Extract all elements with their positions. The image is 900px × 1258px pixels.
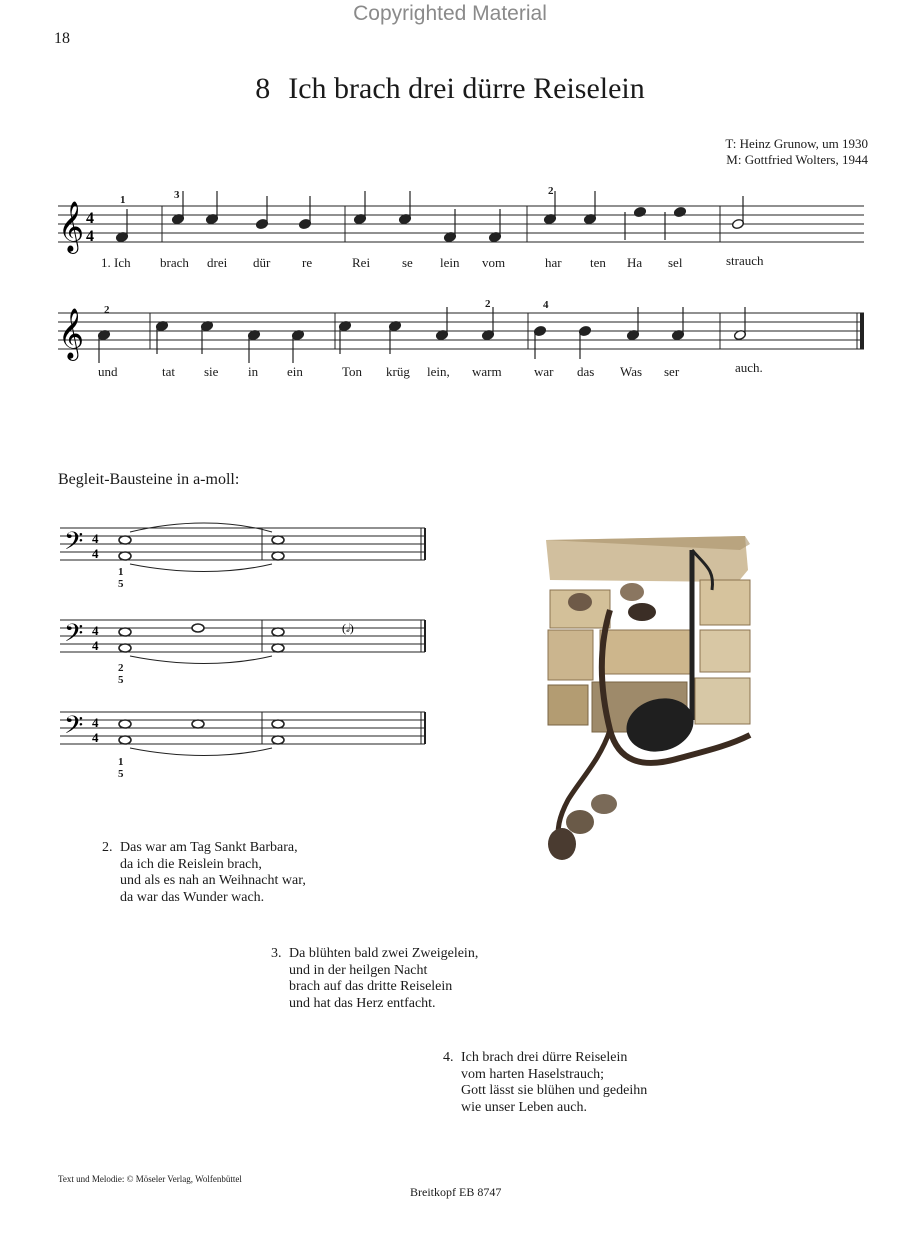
bass-note (192, 624, 204, 632)
bass-note (119, 536, 131, 544)
fingering: 5 (118, 674, 124, 686)
illustration-note-branch (540, 530, 765, 870)
verse-line: Ich brach drei dürre Reiselein (461, 1050, 628, 1065)
lyric: ser (664, 364, 680, 379)
time-sig-bottom: 4 (86, 228, 94, 245)
copyright-watermark: Copyrighted Material (353, 2, 547, 25)
text-credit: T: Heinz Grunow, um 1930 (725, 136, 868, 151)
fingering: 2 (548, 185, 554, 197)
time-sig-bottom: 4 (92, 638, 99, 653)
page-number: 18 (54, 30, 70, 47)
brick (700, 580, 750, 625)
tie (130, 656, 272, 664)
lyric: vom (482, 255, 506, 270)
verse-number: 4. (443, 1050, 454, 1065)
bass-note (119, 644, 131, 652)
lyric: sel (668, 255, 683, 270)
time-sig-top: 4 (92, 715, 99, 730)
lyric: re (302, 255, 313, 270)
lyric: sie (204, 364, 219, 379)
fingering: 3 (174, 189, 180, 201)
bass-clef: 𝄢 (64, 527, 84, 562)
lyric: ein (287, 364, 303, 379)
verse-line: Das war am Tag Sankt Barbara, (120, 840, 298, 855)
bass-note (119, 720, 131, 728)
accompaniment-heading: Begleit-Bausteine in a-moll: (58, 471, 240, 488)
verse-4 (443, 1050, 648, 1116)
bass-note (272, 552, 284, 560)
lyric: lein, (427, 364, 450, 379)
time-sig-bottom: 4 (92, 546, 99, 561)
brick (548, 685, 588, 725)
fingering: 5 (118, 578, 124, 590)
verse-line: Gott lässt sie blühen und gedeihn (461, 1083, 648, 1098)
bass-clef: 𝄢 (64, 619, 84, 654)
fingering: 4 (543, 299, 549, 311)
verse-line: da ich die Reislein brach, (120, 856, 262, 872)
lyric: 1. Ich (101, 255, 131, 270)
bass-note (272, 644, 284, 652)
fingering: 2 (485, 298, 491, 310)
lyric: dür (253, 255, 271, 270)
bass-clef: 𝄢 (64, 711, 84, 746)
hazelnut (620, 583, 644, 601)
accompaniment-notes (64, 523, 354, 756)
lyric: tat (162, 364, 175, 379)
lyric: und (98, 364, 118, 379)
verse-line: und hat das Herz entfacht. (289, 995, 436, 1011)
brick (548, 630, 593, 680)
lyric: das (577, 364, 595, 379)
optional-note: (𝅗𝅥) (342, 621, 354, 635)
lyric: drei (207, 255, 228, 270)
bass-note (272, 720, 284, 728)
fingering: 1 (120, 194, 126, 206)
fingering: 5 (118, 768, 124, 780)
tie (130, 564, 272, 572)
song-title-text: Ich brach drei dürre Reiselein (288, 72, 645, 105)
lyric: strauch (726, 253, 764, 268)
time-sig-top: 4 (86, 210, 94, 227)
verse-line: und als es nah an Weihnacht war, (120, 873, 306, 888)
lyric: Rei (352, 255, 371, 270)
publisher-code: Breitkopf EB 8747 (410, 1185, 502, 1199)
verse-3 (271, 946, 479, 1012)
lyric: ten (590, 255, 606, 270)
lyric: har (545, 255, 562, 270)
lyric: Ton (342, 364, 363, 379)
bass-note (119, 628, 131, 636)
fingering: 1 (118, 566, 124, 578)
verse-line: und in der heilgen Nacht (289, 962, 428, 978)
treble-clef: 𝄞 (58, 201, 85, 252)
lyric: auch. (735, 360, 763, 375)
lyric: war (534, 364, 554, 379)
bass-note (272, 536, 284, 544)
bass-note (119, 736, 131, 744)
bass-note (272, 628, 284, 636)
bass-note (192, 720, 204, 728)
lyric: Ha (627, 255, 643, 270)
fingering: 1 (118, 756, 124, 768)
verse-number: 2. (102, 840, 113, 855)
fingering: 2 (118, 662, 124, 674)
copyright-note: Text und Melodie: © Möseler Verlag, Wolfenbüttel (58, 1174, 242, 1184)
tie (130, 748, 272, 756)
song-number: 8 (255, 72, 271, 105)
lyric: brach (160, 255, 189, 270)
brick (700, 630, 750, 672)
time-sig-top: 4 (92, 531, 99, 546)
time-sig-top: 4 (92, 623, 99, 638)
brick (600, 630, 690, 674)
hazelnut (591, 794, 617, 814)
hazelnut (568, 593, 592, 611)
hazelnut (628, 603, 656, 621)
verse-line: vom harten Haselstrauch; (461, 1066, 605, 1082)
verse-line: wie unser Leben auch. (461, 1099, 587, 1115)
music-credit: M: Gottfried Wolters, 1944 (726, 152, 868, 167)
lyric: in (248, 364, 259, 379)
verse-line: brach auf das dritte Reiselein (289, 979, 453, 994)
verse-line: Da blühten bald zwei Zweigelein, (289, 946, 479, 961)
treble-clef: 𝄞 (58, 308, 85, 359)
time-sig-bottom: 4 (92, 730, 99, 745)
hazelnut (548, 828, 576, 860)
lyric: Was (620, 364, 643, 379)
hazelnut (566, 810, 594, 834)
lyric: krüg (386, 364, 410, 379)
verse-number: 3. (271, 946, 282, 961)
verse-2 (102, 840, 306, 906)
bass-note (119, 552, 131, 560)
lyric: warm (472, 364, 502, 379)
lyric: lein (440, 255, 460, 270)
fingering: 2 (104, 304, 110, 316)
lyric: se (402, 255, 413, 270)
brick (695, 678, 750, 724)
verse-line: da war das Wunder wach. (120, 889, 265, 905)
bass-note (272, 736, 284, 744)
